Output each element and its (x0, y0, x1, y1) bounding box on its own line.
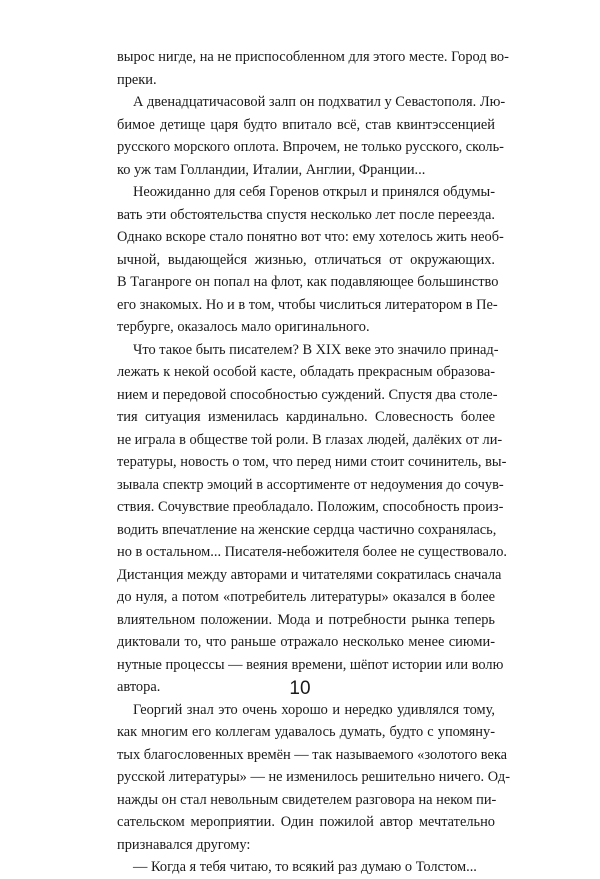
text-line: бимое детище царя будто впитало всё, став квинтэссенцией (117, 116, 495, 133)
text-line: преки. (117, 71, 157, 88)
text-line: водить впечатление на женские сердца частично сохранялась, (117, 521, 497, 538)
text-line: — Когда я тебя читаю, то всякий раз думаю о Толстом... (133, 859, 477, 875)
text-line: нажды он стал невольным свидетелем разговора на неком пи- (117, 791, 497, 808)
text-line: Что такое быть писателем? В XIX веке это значило принад- (133, 341, 499, 358)
text-line: лежать к некой особой касте, обладать прекрасным образова- (117, 364, 495, 380)
text-line: русской литературы» — не изменилось решительно ничего. Од- (117, 769, 511, 785)
text-line: до нуля, а потом «потребитель литературы» оказался в более (117, 589, 495, 605)
text-line: Георгий знал это очень хорошо и нередко удивлялся тому, (133, 701, 495, 718)
text-line: как многим его коллегам удавалось думать, будто с упомяну- (117, 724, 495, 740)
text-line: Дистанция между авторами и читателями сократилась сначала (117, 566, 502, 583)
text-line: Неожиданно для себя Горенов открыл и принялся обдумы- (133, 184, 495, 200)
text-line: тия ситуация изменилась кардинально. Словесность более (117, 409, 495, 425)
text-line: не играла в обществе той роли. В глазах людей, далёких от ли- (117, 431, 503, 448)
text-line: автора. (117, 679, 161, 695)
text-line: русского морского оплота. Впрочем, не только русского, сколь- (117, 139, 504, 155)
body-text (117, 46, 511, 879)
text-line: вырос нигде, на не приспособленном для этого месте. Город во- (117, 49, 509, 65)
text-line: тых благословенных времён — так называемого «золотого века (117, 746, 508, 763)
text-line: влиятельном положении. Мода и потребности рынка теперь (117, 611, 495, 628)
text-line: А двенадцатичасовой залп он подхватил у Севастополя. Лю- (133, 94, 506, 110)
page-number: 10 (289, 678, 311, 699)
text-line: тературы, новость о том, что перед ними стоит сочинитель, вы- (117, 454, 507, 470)
text-line: ко уж там Голландии, Италии, Англии, Франции... (117, 161, 426, 178)
text-line: нутные процессы — веяния времени, шёпот истории или волю (117, 656, 504, 673)
text-line: Однако вскоре стало понятно вот что: ему хотелось жить необ- (117, 229, 504, 245)
text-line: тербурге, оказалось мало оригинального. (117, 319, 370, 335)
text-line: вать эти обстоятельства спустя несколько лет после переезда. (117, 206, 495, 223)
text-line: нием и передовой способностью суждений. Спустя два столе- (117, 386, 498, 403)
text-line: В Таганроге он попал на флот, как подавляющее большинство (117, 274, 499, 290)
text-line: зывала спектр эмоций в ассортименте от недоумения до сочув- (117, 476, 504, 493)
text-line: признавался другому: (117, 836, 251, 853)
text-line: сательском мероприятии. Один пожилой автор мечтательно (117, 814, 495, 830)
text-line: ствия. Сочувствие преобладало. Положим, способность произ- (117, 499, 504, 515)
text-line: его знакомых. Но и в том, чтобы числиться литератором в Пе- (117, 296, 498, 313)
text-line: но в остальном... Писателя-небожителя более не существовало. (117, 544, 508, 560)
text-line: ычной, выдающейся жизнью, отличаться от окружающих. (117, 251, 495, 268)
text-line: диктовали то, что раньше отражало несколько менее сиюми- (117, 634, 495, 650)
